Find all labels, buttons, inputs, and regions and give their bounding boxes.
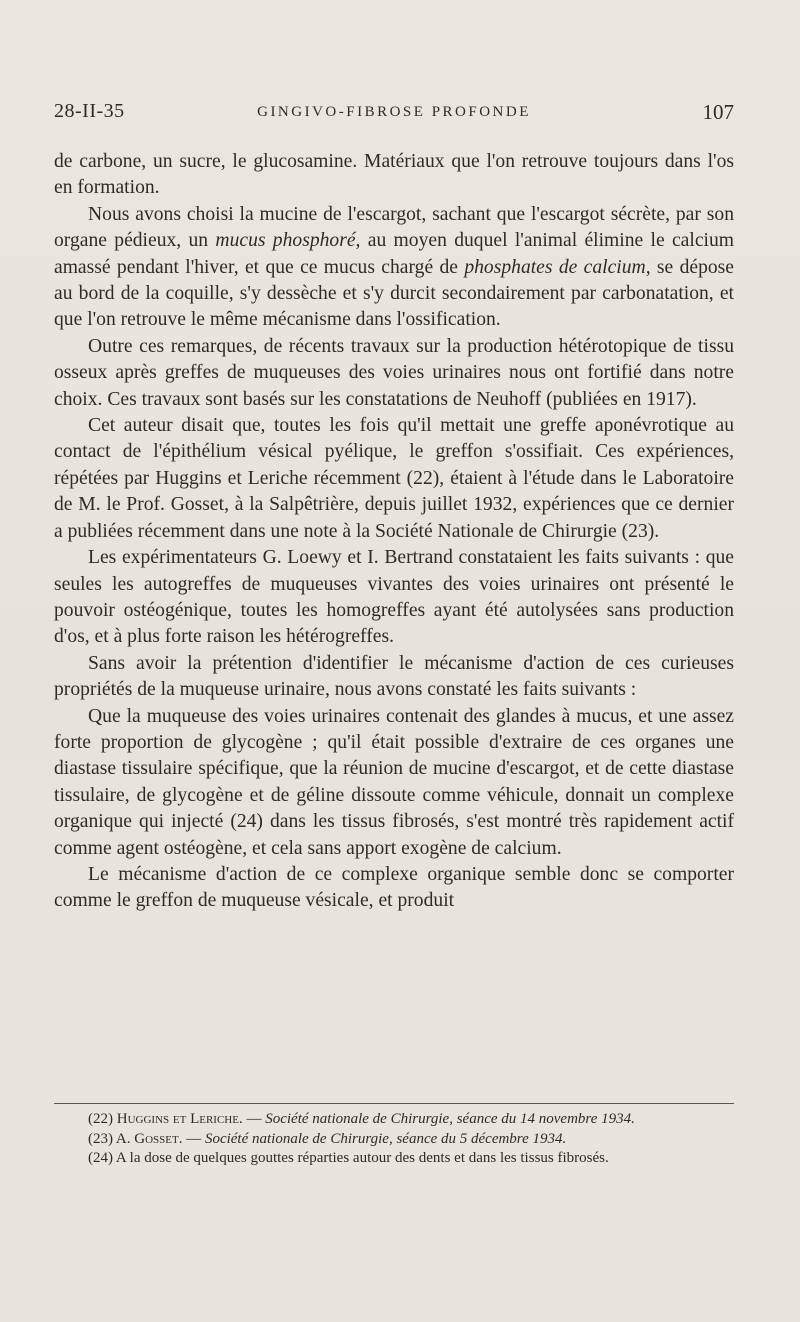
paragraph-5: Les expérimentateurs G. Loewy et I. Bertrand constataient les faits suivants : que seules les autogreffes de muqueuses vivantes des voies urinaires ont présenté le pouvoir ostéogénique, toutes les homogreffes ayant été autolysées sans production d'os, et à plus forte raison les hétérogreffes. xyxy=(54,547,734,648)
body-text xyxy=(54,149,734,915)
paragraph-4: Cet auteur disait que, toutes les fois qu'il mettait une greffe aponévrotique au contact de l'épithélium vésical pyélique, le greffon s'ossifiait. Ces expériences, répétées par Huggins et Leriche récemment (22), étaient à l'étude dans le Laboratoire de M. le Prof. Gosset, à la Salpêtrière, depuis juillet 1932, expériences que ce dernier a publiées récemment dans une note à la Société Nationale de Chirurgie (23). xyxy=(54,415,734,542)
footnote-23-number: (23) A. xyxy=(88,1130,135,1147)
emphasis-mucus-phosphore: mucus phosphoré, xyxy=(215,230,361,252)
running-header xyxy=(54,100,734,130)
paragraph-2-text-e: se dépose au bord de la coquille, s'y dessèche et s'y durcit secondairement par carbonatation, et que l'on retrouve le même mécanisme dans l'ossification. xyxy=(54,256,734,331)
paragraph-3: Outre ces remarques, de récents travaux sur la production hétérotopique de tissu osseux après greffes de muqueuses des voies urinaires nous ont fortifié dans notre choix. Ces travaux sont basés sur les constatations de Neuhoff (publiées en 1917). xyxy=(54,335,734,410)
paragraph-7: Que la muqueuse des voies urinaires contenait des glandes à mucus, et une assez forte proportion de glycogène ; qu'il était possible d'extraire de ces organes une diastase tissulaire spécifique, que la réunion de mucine d'escargot, et de cette diastase tissulaire, de glycogène et de géline dissoute comme véhicule, donnait un complexe organique qui injecté (24) dans les tissus fibrosés, s'est montré très rapidement actif comme agent ostéogène, et cela sans apport exogène de calcium. xyxy=(54,705,734,859)
footnote-23-source: Société nationale de Chirurgie, séance du 5 décembre 1934. xyxy=(204,1130,567,1147)
footnote-22-source: Société nationale de Chirurgie, séance du 14 novembre 1934. xyxy=(265,1111,635,1127)
paragraph-2-text-c: au moyen duquel l'animal élimine le calcium amassé pendant l'hiver, et que ce mucus chargé de xyxy=(54,230,734,278)
paragraph-2-text-a: Nous avons choisi la mucine de l'escargot, sachant que l'escargot sécrète, par son organe pédieux, un xyxy=(54,203,734,252)
footnote-23-sep: — xyxy=(182,1130,205,1147)
footnotes xyxy=(54,1110,734,1169)
paragraph-2 xyxy=(54,202,734,334)
footnote-divider xyxy=(54,1103,734,1104)
paragraph-1: de carbone, un sucre, le glucosamine. Matériaux que l'on retrouve toujours dans l'os en formation. xyxy=(54,151,734,199)
footnote-22 xyxy=(54,1110,734,1130)
page-number: 107 xyxy=(702,100,734,124)
footnote-23 xyxy=(54,1130,734,1150)
paragraph-8: Le mécanisme d'action de ce complexe organique semble donc se comporter comme le greffon de muqueuse vésicale, et produit xyxy=(54,863,734,912)
header-date: 28-II-35 xyxy=(54,100,125,122)
emphasis-phosphates-calcium: phosphates de calcium, xyxy=(464,256,651,278)
footnote-24: (24) A la dose de quelques gouttes réparties autour des dents et dans les tissus fibrosés. xyxy=(88,1150,609,1166)
footnote-23-author: Gosset. xyxy=(134,1130,183,1147)
footnote-22-number: (22) xyxy=(88,1111,117,1127)
header-title: GINGIVO-FIBROSE PROFONDE xyxy=(257,104,531,120)
footnote-22-sep: — xyxy=(242,1111,266,1127)
paragraph-6: Sans avoir la prétention d'identifier le mécanisme d'action de ces curieuses propriétés de la muqueuse urinaire, nous avons constaté les faits suivants : xyxy=(54,652,734,701)
footnote-22-authors: Huggins et Leriche. xyxy=(116,1111,243,1127)
